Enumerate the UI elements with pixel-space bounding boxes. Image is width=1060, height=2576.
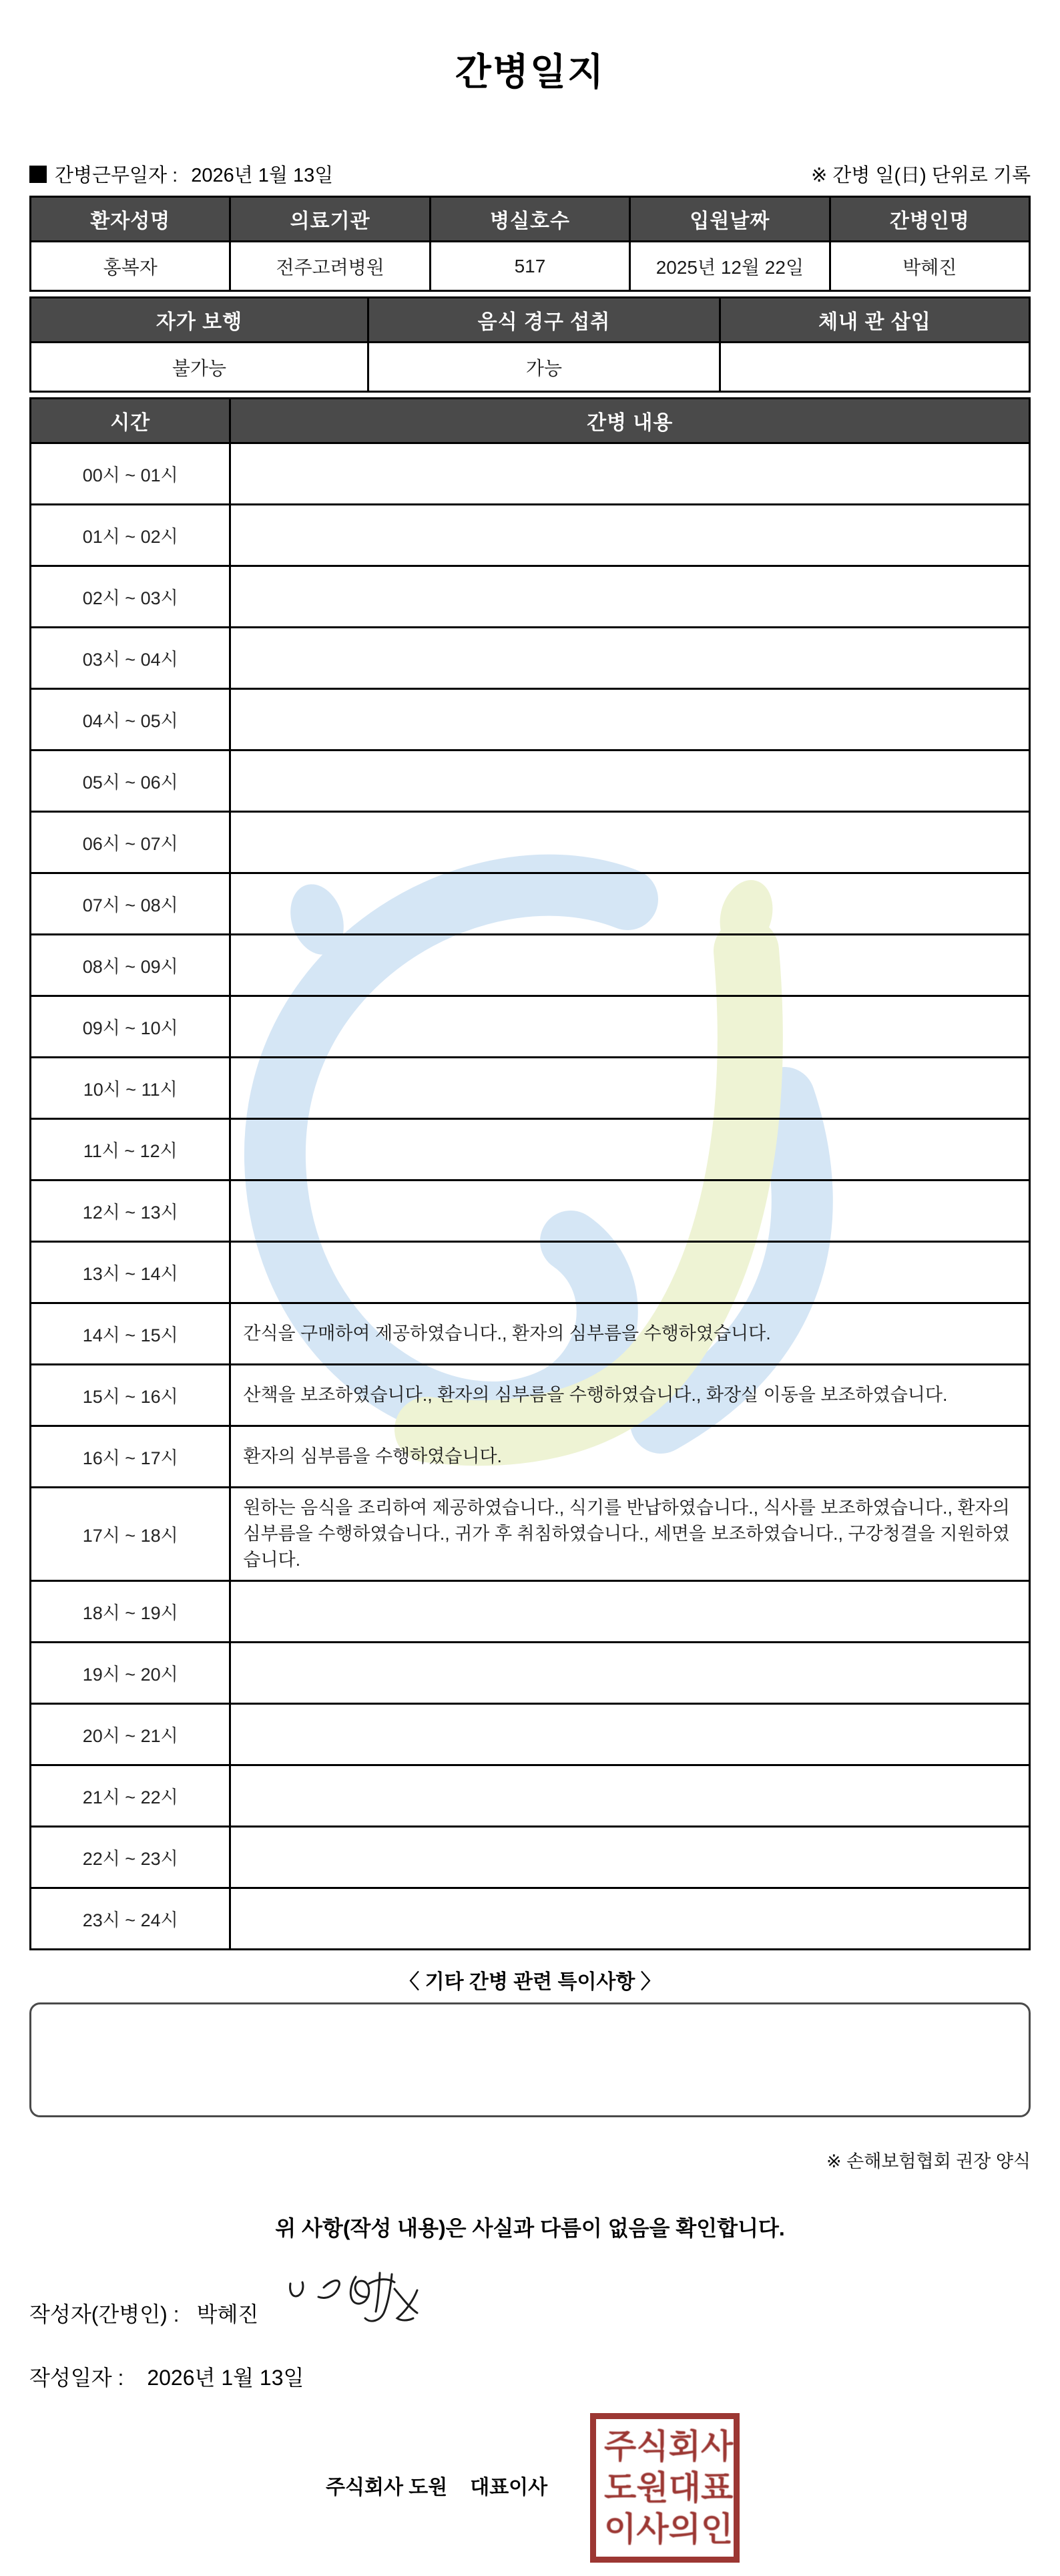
care-table-row [31, 935, 1030, 996]
care-content-cell [230, 628, 1030, 689]
unit-note: ※ 간병 일(日) 단위로 기록 [811, 165, 1031, 186]
self-walking-header: 자가 보행 [31, 298, 368, 343]
caregiver-name-header: 간병인명 [830, 197, 1029, 242]
care-content-cell: 환자의 심부름을 수행하였습니다. [230, 1426, 1030, 1488]
care-content-cell [230, 750, 1030, 812]
work-date-label: 간병근무일자 : [55, 165, 178, 186]
care-table-row [31, 1180, 1030, 1242]
care-time-cell: 00시 ~ 01시 [31, 443, 230, 505]
care-content-cell [230, 935, 1030, 996]
care-table-row [31, 812, 1030, 873]
self-walking-value: 불가능 [31, 343, 368, 392]
care-table-row [31, 750, 1030, 812]
admission-date-value: 2025년 12월 22일 [630, 242, 830, 291]
stamp-text-row: 주 식 회 사 [604, 2428, 734, 2466]
room-number-value: 517 [430, 242, 629, 291]
tube-insertion-value [720, 343, 1029, 392]
care-content-cell: 원하는 음식을 조리하여 제공하였습니다., 식기를 반납하였습니다., 식사를 보조하였습니다., 환자의 심부름을 수행하였습니다., 귀가 후 취침하였습니다., 세면을 보조하였습니다., 구강청결을 지원하였습니다. [230, 1488, 1030, 1581]
stamp-text-row: 도 원 대 표 [604, 2469, 734, 2507]
oral-intake-value: 가능 [368, 343, 720, 392]
care-content-cell [230, 996, 1030, 1058]
write-date-label: 작성일자 : [29, 2366, 124, 2390]
care-time-cell: 15시 ~ 16시 [31, 1365, 230, 1426]
notes-heading: 〈 기타 간병 관련 특이사항 〉 [399, 1971, 661, 1994]
care-content-cell [230, 1765, 1030, 1827]
care-table-row [31, 689, 1030, 750]
care-table-row [31, 1365, 1030, 1426]
care-time-cell: 10시 ~ 11시 [31, 1058, 230, 1119]
page-title: 간병일지 [455, 51, 605, 93]
patient-name-header: 환자성명 [31, 197, 230, 242]
care-content-cell [230, 505, 1030, 566]
care-time-cell: 08시 ~ 09시 [31, 935, 230, 996]
care-table-row [31, 873, 1030, 935]
patient-status-table [29, 296, 1031, 393]
care-content-cell [230, 566, 1030, 628]
care-table-row [31, 1488, 1030, 1581]
care-time-cell: 05시 ~ 06시 [31, 750, 230, 812]
care-table-row [31, 443, 1030, 505]
care-table-row [31, 1119, 1030, 1180]
care-time-cell: 22시 ~ 23시 [31, 1827, 230, 1888]
care-content-column-header: 간병 내용 [230, 399, 1030, 443]
care-time-cell: 18시 ~ 19시 [31, 1581, 230, 1643]
care-content-cell [230, 689, 1030, 750]
care-time-cell: 12시 ~ 13시 [31, 1180, 230, 1242]
care-time-cell: 21시 ~ 22시 [31, 1765, 230, 1827]
care-time-cell: 14시 ~ 15시 [31, 1303, 230, 1365]
care-schedule-table [29, 397, 1031, 1950]
care-content-cell: 산책을 보조하였습니다., 환자의 심부름을 수행하였습니다., 화장실 이동을 보조하였습니다. [230, 1365, 1030, 1426]
stamp-text-row: 이 사 의 인 [604, 2511, 734, 2549]
care-time-cell: 04시 ~ 05시 [31, 689, 230, 750]
company-block [0, 2402, 1060, 2576]
care-content-cell [230, 1242, 1030, 1303]
corporate-seal-stamp [590, 2413, 740, 2563]
room-number-header: 병실호수 [430, 197, 629, 242]
care-time-cell: 16시 ~ 17시 [31, 1426, 230, 1488]
care-table-row [31, 628, 1030, 689]
care-log-document [0, 43, 1060, 2576]
admission-date-header: 입원날짜 [630, 197, 830, 242]
care-content-cell [230, 1119, 1030, 1180]
form-note: ※ 손해보험협회 권장 양식 [826, 2151, 1031, 2172]
patient-name-value: 홍복자 [31, 242, 230, 291]
care-time-cell: 23시 ~ 24시 [31, 1888, 230, 1950]
writer-label: 작성자(간병인) : [29, 2302, 180, 2327]
care-table-row [31, 1426, 1030, 1488]
care-content-cell [230, 443, 1030, 505]
care-content-cell [230, 873, 1030, 935]
care-content-cell [230, 1643, 1030, 1704]
care-time-cell: 07시 ~ 08시 [31, 873, 230, 935]
write-date-value: 2026년 1월 13일 [147, 2366, 304, 2390]
confirmation-statement: 위 사항(작성 내용)은 사실과 다름이 없음을 확인합니다. [275, 2216, 785, 2241]
care-table-row [31, 1888, 1030, 1950]
care-table-row [31, 1765, 1030, 1827]
care-table-row [31, 996, 1030, 1058]
care-time-cell: 17시 ~ 18시 [31, 1488, 230, 1581]
care-content-cell [230, 1058, 1030, 1119]
care-content-cell [230, 812, 1030, 873]
care-content-cell [230, 1704, 1030, 1765]
care-table-row [31, 1058, 1030, 1119]
notes-box [29, 2002, 1031, 2117]
writer-line [29, 2281, 1060, 2345]
write-date-line [29, 2361, 1060, 2392]
company-line [326, 2471, 547, 2500]
company-role: 대표이사 [470, 2477, 548, 2499]
care-table-row [31, 1827, 1030, 1888]
writer-name: 박혜진 [196, 2302, 259, 2327]
care-time-cell: 20시 ~ 21시 [31, 1704, 230, 1765]
care-content-cell [230, 1581, 1030, 1643]
work-date-value: 2026년 1월 13일 [191, 165, 334, 186]
care-table-row [31, 505, 1030, 566]
care-table-row [31, 566, 1030, 628]
hospital-header: 의료기관 [230, 197, 430, 242]
care-time-cell: 02시 ~ 03시 [31, 566, 230, 628]
handwritten-signature [286, 2270, 427, 2334]
care-time-cell: 19시 ~ 20시 [31, 1643, 230, 1704]
care-content-cell [230, 1827, 1030, 1888]
hospital-value: 전주고려병원 [230, 242, 430, 291]
care-time-cell: 09시 ~ 10시 [31, 996, 230, 1058]
black-square-bullet-icon [29, 166, 47, 183]
care-table-row [31, 1581, 1030, 1643]
care-content-cell [230, 1888, 1030, 1950]
care-time-cell: 01시 ~ 02시 [31, 505, 230, 566]
time-column-header: 시간 [31, 399, 230, 443]
care-time-cell: 06시 ~ 07시 [31, 812, 230, 873]
info-row [29, 160, 1031, 188]
care-time-cell: 11시 ~ 12시 [31, 1119, 230, 1180]
caregiver-name-value: 박혜진 [830, 242, 1029, 291]
care-table-row [31, 1643, 1030, 1704]
company-name: 주식회사 도원 [326, 2477, 448, 2499]
tube-insertion-header: 체내 관 삽입 [720, 298, 1029, 343]
oral-intake-header: 음식 경구 섭취 [368, 298, 720, 343]
care-time-cell: 03시 ~ 04시 [31, 628, 230, 689]
care-table-row [31, 1242, 1030, 1303]
care-table-row [31, 1303, 1030, 1365]
care-table-body [31, 443, 1030, 1950]
care-content-cell [230, 1180, 1030, 1242]
patient-info-table [29, 196, 1031, 292]
work-date-line [29, 160, 333, 188]
care-content-cell: 간식을 구매하여 제공하였습니다., 환자의 심부름을 수행하였습니다. [230, 1303, 1030, 1365]
care-table-row [31, 1704, 1030, 1765]
care-time-cell: 13시 ~ 14시 [31, 1242, 230, 1303]
